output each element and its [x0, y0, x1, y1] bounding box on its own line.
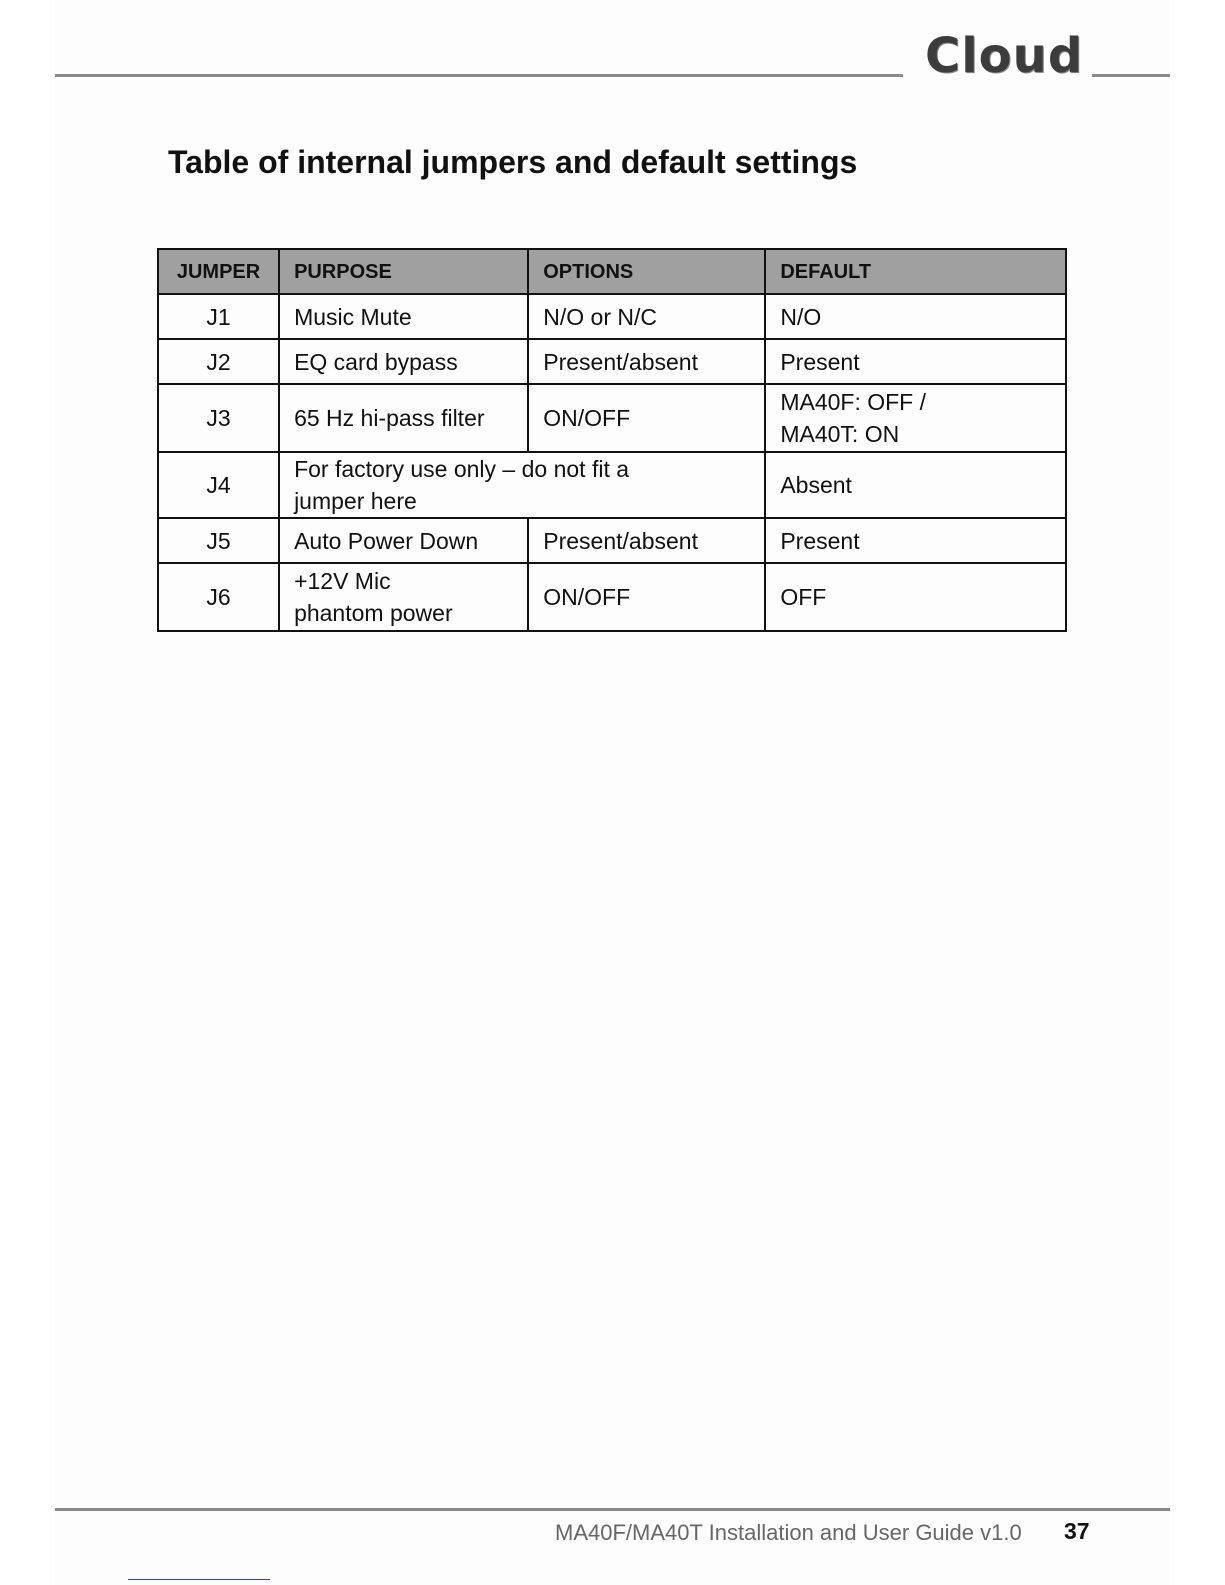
cell-jumper: J4 [158, 452, 279, 518]
header-purpose: PURPOSE [279, 249, 528, 294]
table-row [158, 452, 1066, 518]
cell-purpose: Music Mute [279, 294, 528, 339]
cell-default: OFF [765, 563, 1066, 631]
cell-jumper: J1 [158, 294, 279, 339]
cell-jumper: J2 [158, 339, 279, 384]
cell-purpose [279, 452, 765, 518]
footer-guide-title: MA40F/MA40T Installation and User Guide v1.0 [555, 1520, 1022, 1545]
cell-purpose-line: For factory use only – do not fit a [294, 456, 630, 482]
header-options: OPTIONS [528, 249, 765, 294]
table-row [158, 339, 1066, 384]
cell-default [765, 384, 1066, 452]
footer-rule [55, 1508, 1170, 1511]
cell-options: Present/absent [528, 518, 765, 563]
cell-options: Present/absent [528, 339, 765, 384]
header-rule-right [1092, 74, 1170, 77]
cell-default-line: MA40T: ON [780, 421, 900, 447]
cell-purpose: 65 Hz hi-pass filter [279, 384, 528, 452]
header-rule-left [55, 74, 903, 77]
cell-default: Present [765, 518, 1066, 563]
cell-purpose-line: phantom power [294, 600, 453, 626]
cell-purpose-line: +12V Mic [294, 568, 391, 594]
cell-jumper: J5 [158, 518, 279, 563]
table-row [158, 563, 1066, 631]
cell-jumper: J6 [158, 563, 279, 631]
cell-purpose-line: jumper here [294, 488, 417, 514]
header-jumper: JUMPER [158, 249, 279, 294]
cell-purpose: EQ card bypass [279, 339, 528, 384]
table-row [158, 294, 1066, 339]
cell-default: Absent [765, 452, 1066, 518]
cell-default: Present [765, 339, 1066, 384]
cell-options: ON/OFF [528, 384, 765, 452]
cell-options: N/O or N/C [528, 294, 765, 339]
cell-jumper: J3 [158, 384, 279, 452]
cell-purpose: Auto Power Down [279, 518, 528, 563]
table-header-row [158, 249, 1066, 294]
page-title: Table of internal jumpers and default settings [168, 144, 858, 180]
table-row [158, 384, 1066, 452]
cell-options: ON/OFF [528, 563, 765, 631]
page-background [55, 0, 1170, 1585]
header-default: DEFAULT [765, 249, 1066, 294]
bottom-link-underline [128, 1579, 270, 1580]
cell-purpose [279, 563, 528, 631]
cell-default: N/O [765, 294, 1066, 339]
cell-default-line: MA40F: OFF / [780, 389, 927, 415]
jumpers-table [157, 248, 1067, 632]
page-number: 37 [1064, 1518, 1090, 1544]
table-row [158, 518, 1066, 563]
cloud-logo: Cloud [925, 28, 1084, 84]
